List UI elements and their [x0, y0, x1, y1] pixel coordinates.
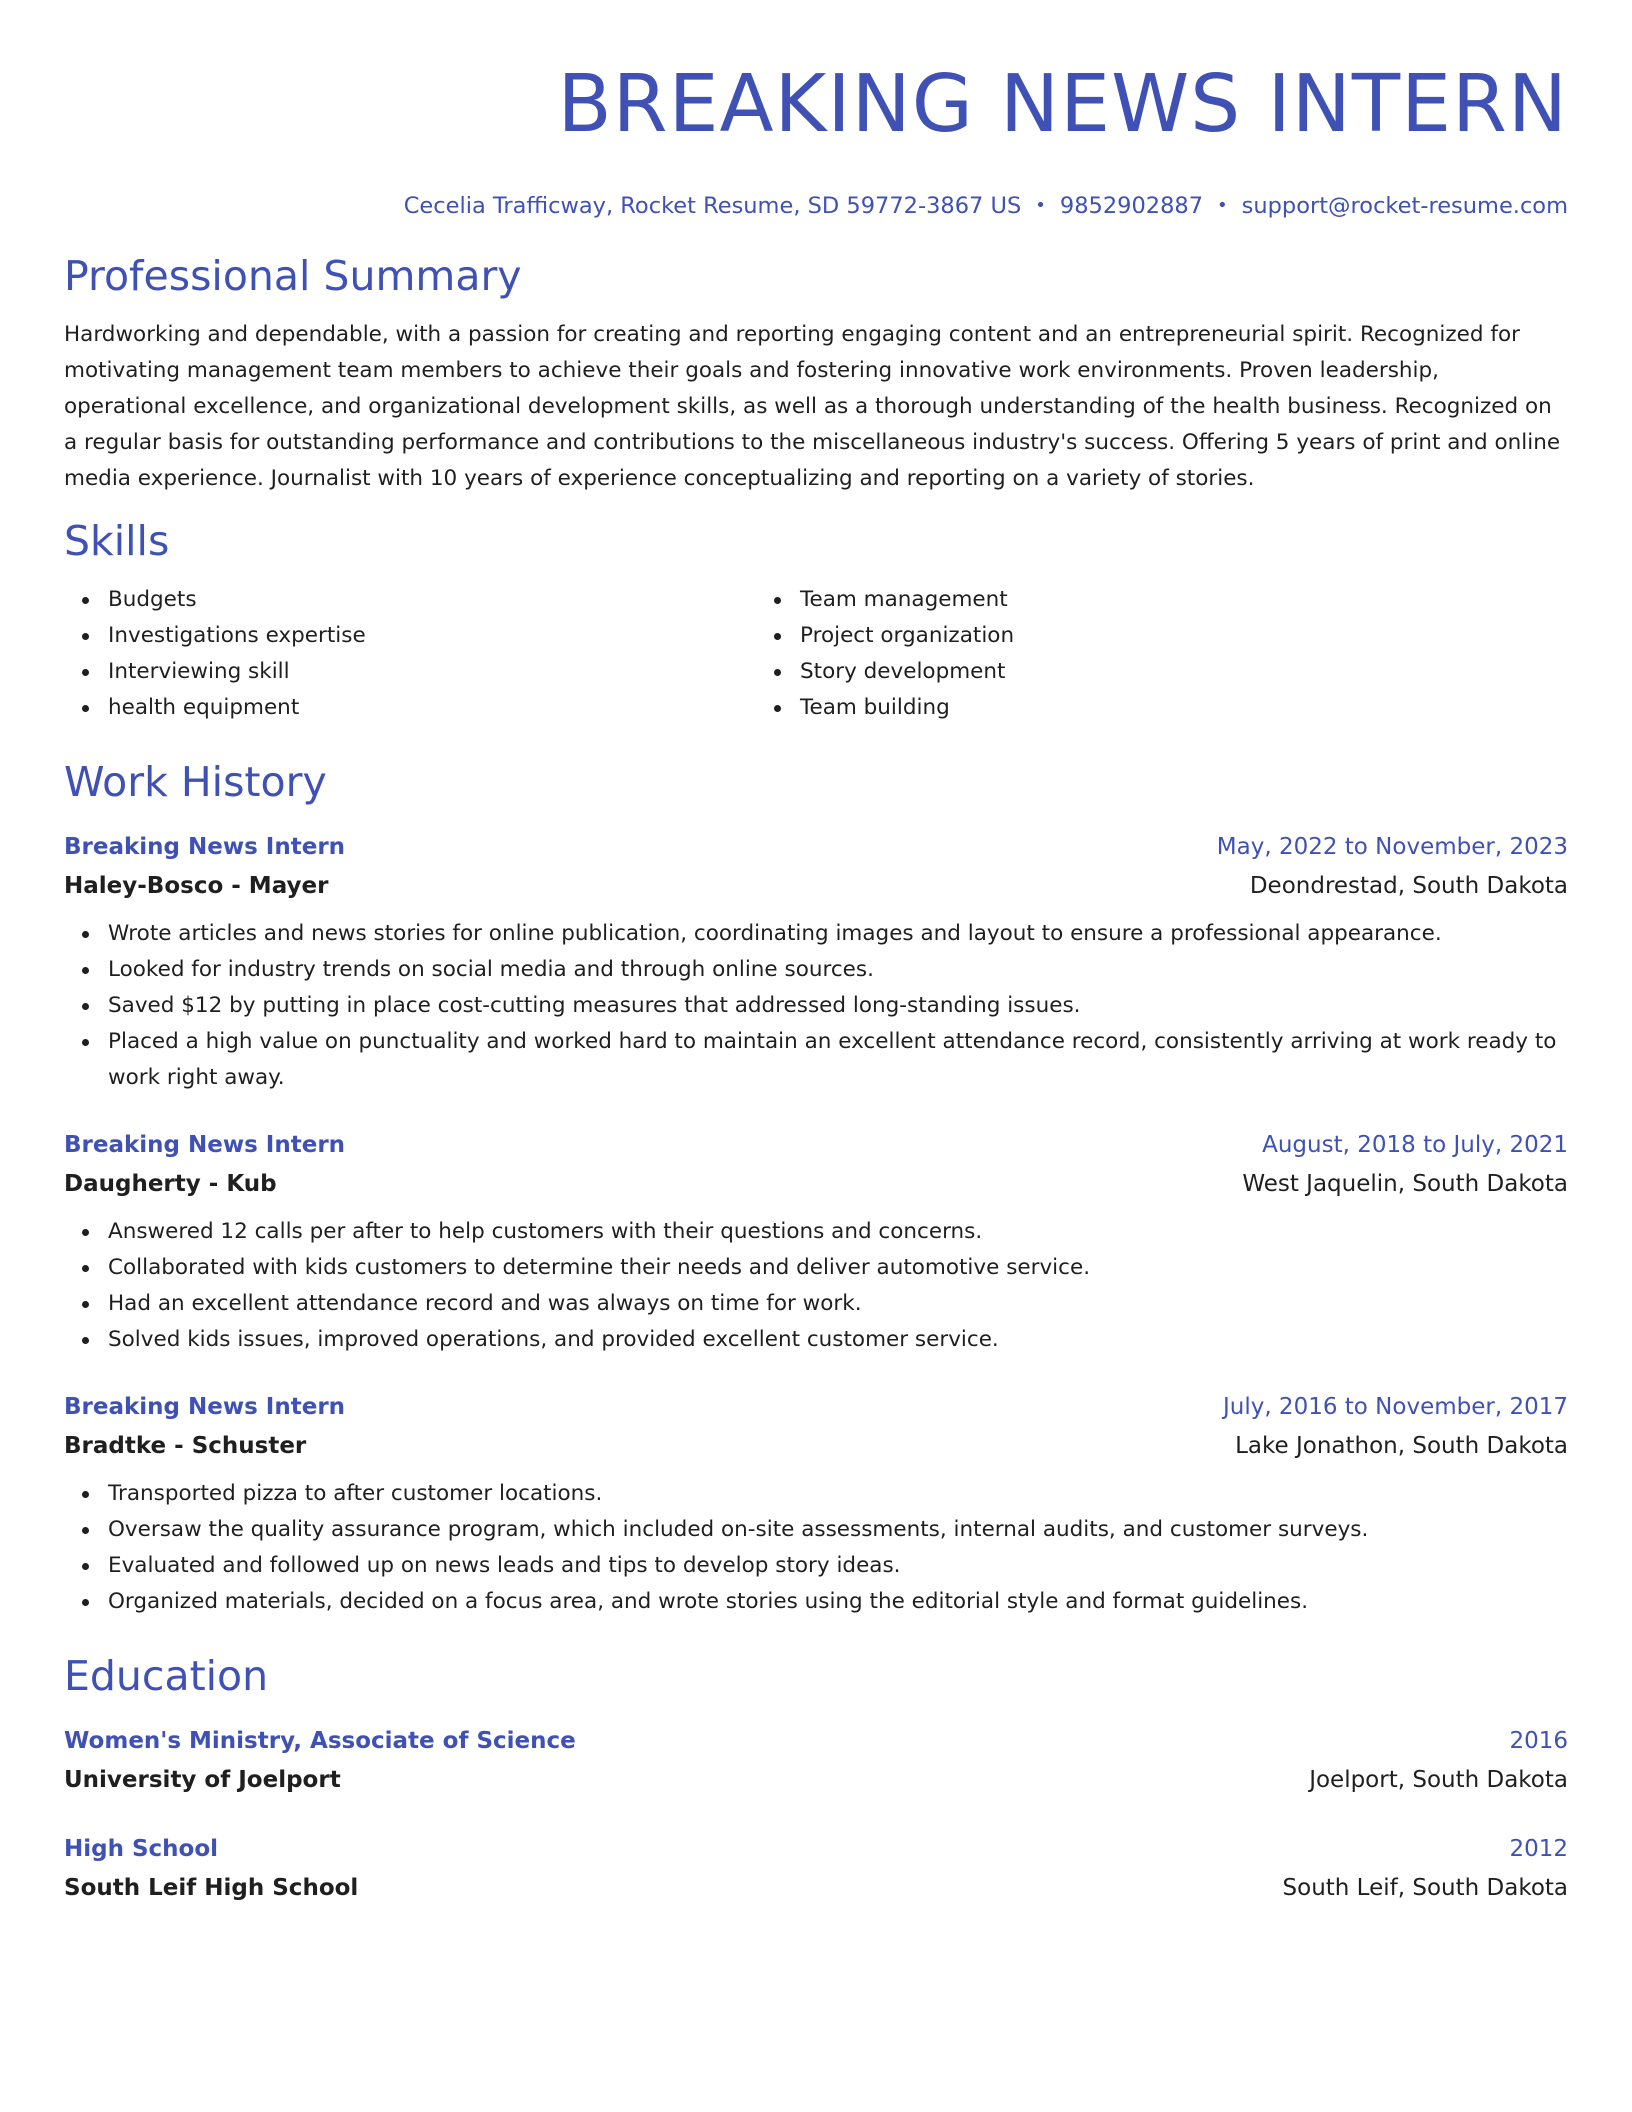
- job-company: Haley-Bosco - Mayer: [64, 873, 329, 899]
- education-entry: [64, 1830, 1568, 1908]
- education-year: 2016: [1509, 1728, 1568, 1754]
- education-degree-row: [64, 1722, 1568, 1760]
- skill-item: Story development: [800, 654, 1448, 690]
- job-location: West Jaquelin, South Dakota: [1242, 1171, 1568, 1197]
- job-bullet: Solved kids issues, improved operations, and provided excellent customer service.: [108, 1322, 1568, 1358]
- summary-heading: Professional Summary: [64, 252, 522, 300]
- job-dates: July, 2016 to November, 2017: [1222, 1394, 1568, 1420]
- job-title-row: [64, 1388, 1568, 1426]
- contact-separator: •: [1217, 195, 1228, 216]
- job-bullet: Collaborated with kids customers to determine their needs and deliver automotive service.: [108, 1250, 1568, 1286]
- skill-item: health equipment: [108, 690, 756, 726]
- education-year: 2012: [1509, 1836, 1568, 1862]
- job-bullet: Had an excellent attendance record and was always on time for work.: [108, 1286, 1568, 1322]
- job-company-row: [64, 1164, 1568, 1204]
- job-title: Breaking News Intern: [64, 1132, 346, 1158]
- education-school: South Leif High School: [64, 1875, 359, 1901]
- job-dates: August, 2018 to July, 2021: [1262, 1132, 1568, 1158]
- job-title-row: [64, 828, 1568, 866]
- job-bullet: Placed a high value on punctuality and worked hard to maintain an excellent attendance record, consistently arriving at work ready to work right away.: [108, 1024, 1568, 1096]
- skill-item: Investigations expertise: [108, 618, 756, 654]
- skills-heading: Skills: [64, 517, 170, 565]
- job-location: Lake Jonathon, South Dakota: [1235, 1433, 1568, 1459]
- contact-separator: •: [1035, 195, 1046, 216]
- education-school-row: [64, 1760, 1568, 1800]
- education-school-row: [64, 1868, 1568, 1908]
- contact-email: support@rocket-resume.com: [1241, 193, 1568, 219]
- job-company-row: [64, 866, 1568, 906]
- skills-right-column: [756, 582, 1448, 726]
- job-company: Bradtke - Schuster: [64, 1433, 307, 1459]
- skill-item: Team building: [800, 690, 1448, 726]
- contact-address: Cecelia Trafficway, Rocket Resume, SD 59772-3867 US: [403, 193, 1022, 219]
- job-title: Breaking News Intern: [64, 834, 346, 860]
- job-entry: [64, 828, 1568, 1096]
- skill-item: Project organization: [800, 618, 1448, 654]
- skill-item: Budgets: [108, 582, 756, 618]
- job-bullet: Saved $12 by putting in place cost-cutting measures that addressed long-standing issues.: [108, 988, 1568, 1024]
- skill-item: Team management: [800, 582, 1448, 618]
- job-title-row: [64, 1126, 1568, 1164]
- education-degree: High School: [64, 1836, 219, 1862]
- education-section: [64, 1650, 1568, 1908]
- work-history-heading: Work History: [64, 758, 327, 806]
- resume-header: [64, 56, 1568, 222]
- skills-section: [64, 515, 1568, 726]
- summary-text: Hardworking and dependable, with a passion for creating and reporting engaging content and an entrepreneurial spirit. Recognized for motivating management team members to achieve their goals and fostering innovative work environments. Proven leadership, operational excellence, and organizational development skills, as well as a thorough understanding of the health business. Recognized on a regular basis for outstanding performance and contributions to the miscellaneous industry's success. Offering 5 years of print and online media experience. Journalist with 10 years of experience conceptualizing and reporting on a variety of stories.: [64, 322, 1561, 491]
- job-bullet: Organized materials, decided on a focus area, and wrote stories using the editorial style and format guidelines.: [108, 1584, 1568, 1620]
- education-school: University of Joelport: [64, 1767, 341, 1793]
- education-location: South Leif, South Dakota: [1282, 1875, 1568, 1901]
- summary-section: [64, 250, 1568, 497]
- job-bullet: Looked for industry trends on social media and through online sources.: [108, 952, 1568, 988]
- contact-phone: 9852902887: [1059, 193, 1204, 219]
- work-history-section: [64, 756, 1568, 1620]
- job-bullets: [64, 916, 1568, 1096]
- job-bullets: [64, 1476, 1568, 1620]
- job-bullets: [64, 1214, 1568, 1358]
- education-degree-row: [64, 1830, 1568, 1868]
- job-company: Daugherty - Kub: [64, 1171, 277, 1197]
- skill-item: Interviewing skill: [108, 654, 756, 690]
- job-entry: [64, 1388, 1568, 1620]
- job-bullet: Evaluated and followed up on news leads and tips to develop story ideas.: [108, 1548, 1568, 1584]
- job-title: Breaking News Intern: [64, 1394, 346, 1420]
- job-location: Deondrestad, South Dakota: [1249, 873, 1568, 899]
- education-degree: Women's Ministry, Associate of Science: [64, 1728, 576, 1754]
- contact-line: [64, 190, 1568, 222]
- skills-left-column: [64, 582, 756, 726]
- job-entry: [64, 1126, 1568, 1358]
- job-company-row: [64, 1426, 1568, 1466]
- job-dates: May, 2022 to November, 2023: [1216, 834, 1568, 860]
- job-bullet: Oversaw the quality assurance program, which included on-site assessments, internal audits, and customer surveys.: [108, 1512, 1568, 1548]
- education-heading: Education: [64, 1652, 269, 1700]
- job-bullet: Wrote articles and news stories for online publication, coordinating images and layout to ensure a professional appearance.: [108, 916, 1568, 952]
- candidate-name: BREAKING NEWS INTERN: [557, 58, 1568, 150]
- education-location: Joelport, South Dakota: [1309, 1767, 1568, 1793]
- job-bullet: Answered 12 calls per after to help customers with their questions and concerns.: [108, 1214, 1568, 1250]
- education-entry: [64, 1722, 1568, 1800]
- job-bullet: Transported pizza to after customer locations.: [108, 1476, 1568, 1512]
- skills-columns: [64, 582, 1568, 726]
